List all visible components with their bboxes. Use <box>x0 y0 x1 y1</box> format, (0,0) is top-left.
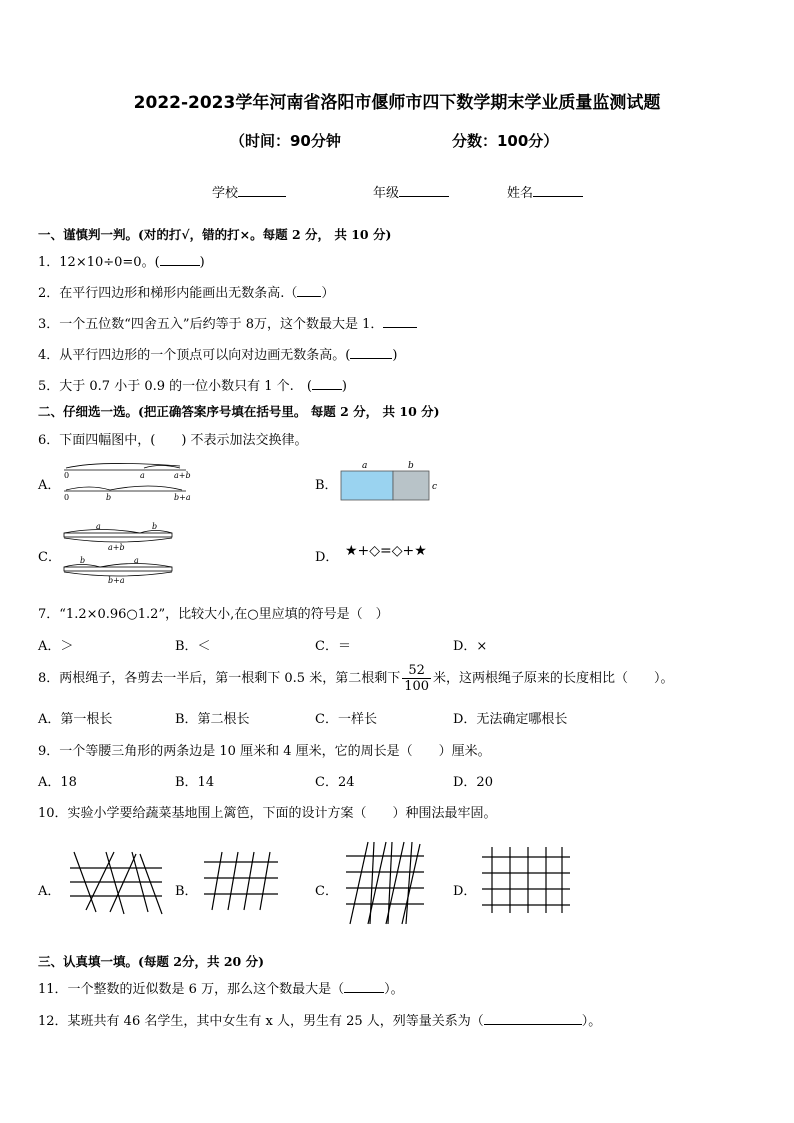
fraction: $\frac{52}{100}$ <box>404 663 430 694</box>
exam-score: 分数：100分） <box>452 132 559 150</box>
question-6: 6．下面四幅图中，( ) 不表示加法交换律。 <box>38 433 308 448</box>
segment-label: b <box>408 461 414 471</box>
tick-label: a <box>140 471 145 480</box>
segment-diagram <box>60 518 180 584</box>
option-d[interactable]: D．20 <box>453 775 493 790</box>
commutative-formula: ★+◇=◇+★ <box>345 543 427 559</box>
tick-label: 0 <box>64 471 70 480</box>
option-a[interactable]: A．＞ <box>38 639 74 654</box>
option-d[interactable]: D．× <box>453 639 488 654</box>
segment-label: b <box>80 556 86 565</box>
option-d[interactable]: D．无法确定哪根长 <box>453 712 568 727</box>
segment-label: c <box>432 482 438 492</box>
option-a[interactable]: A．18 <box>38 775 77 790</box>
school-label: 学校 <box>212 186 239 201</box>
option-label: D． <box>453 884 477 899</box>
grade-blank[interactable] <box>399 184 449 197</box>
answer-blank[interactable] <box>312 377 342 390</box>
fence-diagram-b <box>200 848 284 914</box>
tick-label: 0 <box>64 493 70 502</box>
question-11: 11．一个整数的近似数是 6 万，那么这个数最大是（ ）。 <box>38 982 404 997</box>
answer-blank[interactable] <box>344 980 384 993</box>
answer-blank[interactable] <box>350 346 392 359</box>
section3-heading: 三、认真填一填。(每题 2分，共 20 分) <box>38 954 264 969</box>
option-b[interactable]: B．第二根长 <box>175 712 250 727</box>
section1-heading: 一、谨慎判一判。(对的打√，错的打×。每题 2 分， 共 10 分) <box>38 227 392 242</box>
question-10: 10．实验小学要给蔬菜基地围上篱笆，下面的设计方案（ ）种围法最牢固。 <box>38 806 497 821</box>
exam-time: （时间：90分钟 <box>230 132 341 150</box>
tick-label: a+b <box>174 471 191 480</box>
name-label: 姓名 <box>507 186 534 201</box>
answer-blank[interactable] <box>160 253 200 266</box>
question-8: 8．两根绳子，各剪去一半后，第一根剩下 0.5 米，第二根剩下 $\frac{52}{100}$ 米，这两根绳子原来的长度相比（ ）。 <box>38 663 674 694</box>
name-field <box>507 182 583 201</box>
fence-diagram-d <box>478 843 574 917</box>
tick-label: b <box>106 493 112 502</box>
segment-label: a <box>96 522 101 531</box>
grade-label: 年级 <box>373 186 400 201</box>
option-b[interactable]: B．＜ <box>175 639 211 654</box>
tick-label: b+a <box>174 493 191 502</box>
question-3: 3．一个五位数“四舍五入”后约等于 8万，这个数最大是 1． <box>38 313 417 332</box>
option-label: B． <box>315 478 338 493</box>
rectangle-area-diagram <box>338 458 448 504</box>
question-5: 5．大于 0.7 小于 0.9 的一位小数只有 1 个. ( ) <box>38 379 347 394</box>
fence-diagram-a <box>66 848 166 918</box>
option-label: A． <box>38 884 61 899</box>
number-line-diagram <box>60 458 200 504</box>
option-a[interactable]: A．第一根长 <box>38 712 113 727</box>
question-1: 1．12×10÷0=0。( ) <box>38 255 205 270</box>
answer-blank[interactable] <box>297 284 321 297</box>
page-title: 2022-2023学年河南省洛阳市偃师市四下数学期末学业质量监测试题 <box>133 93 661 113</box>
segment-label: a <box>362 461 368 471</box>
question-7: 7．“1.2×0.96○1.2”，比较大小,在○里应填的符号是（ ） <box>38 607 389 622</box>
question-9: 9．一个等腰三角形的两条边是 10 厘米和 4 厘米，它的周长是（ ）厘米。 <box>38 744 491 759</box>
option-c[interactable]: C．24 <box>315 775 355 790</box>
school-field <box>212 182 286 201</box>
answer-blank[interactable] <box>383 315 417 328</box>
question-12: 12．某班共有 46 名学生，其中女生有 x 人，男生有 25 人，列等量关系为（ ）。 <box>38 1014 602 1029</box>
segment-label: b+a <box>108 576 125 584</box>
grade-field <box>373 182 449 201</box>
option-label: C． <box>315 884 338 899</box>
option-label: A． <box>38 478 61 493</box>
section2-heading: 二、仔细选一选。(把正确答案序号填在括号里。 每题 2 分， 共 10 分) <box>38 404 440 419</box>
option-b[interactable]: B．14 <box>175 775 215 790</box>
name-blank[interactable] <box>533 184 583 197</box>
segment-label: b <box>152 522 158 531</box>
option-label: C． <box>38 550 61 565</box>
question-4: 4．从平行四边形的一个顶点可以向对边画无数条高。( ) <box>38 348 398 363</box>
segment-label: a <box>134 556 139 565</box>
segment-label: a+b <box>108 543 125 552</box>
answer-blank[interactable] <box>484 1012 582 1025</box>
question-2: 2．在平行四边形和梯形内能画出无数条高.（ ） <box>38 286 335 301</box>
option-c[interactable]: C．一样长 <box>315 712 377 727</box>
option-c[interactable]: C．＝ <box>315 639 351 654</box>
school-blank[interactable] <box>238 184 286 197</box>
option-label: D． <box>315 550 339 565</box>
option-label: B． <box>175 884 198 899</box>
fence-diagram-c <box>340 838 430 930</box>
